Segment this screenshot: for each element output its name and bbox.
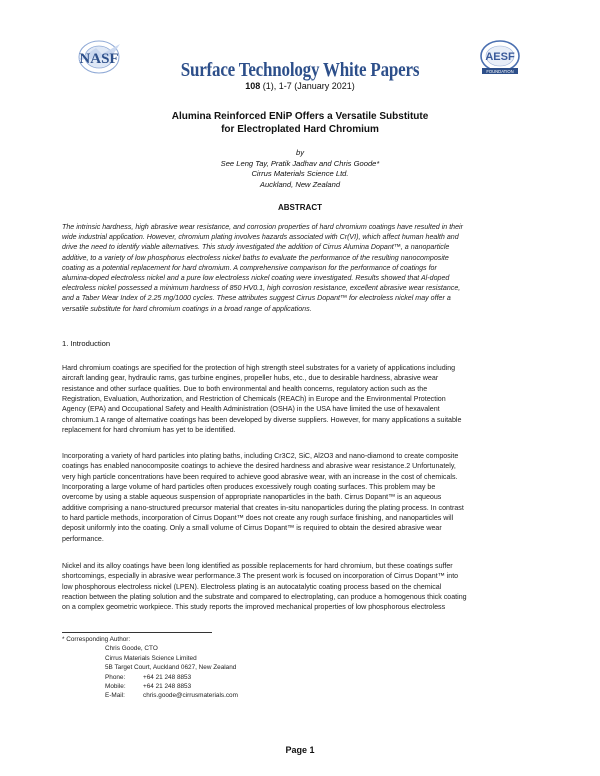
email-label: E-Mail: xyxy=(105,692,125,700)
text-line: replacement for hard chromium has yet to be identified. xyxy=(62,426,236,435)
abstract-body xyxy=(62,222,546,314)
text-line: performance. xyxy=(62,534,104,543)
mobile-label: Mobile: xyxy=(105,683,126,691)
abstract-line: coating as a potential replacement for hard chromium. A comprehensive comparison for the performance of coatings for xyxy=(62,263,437,272)
byline-by: by xyxy=(295,148,305,157)
location: Auckland, New Zealand xyxy=(259,179,341,189)
abstract-line: additive, to a variety of low phosphorus electroless nickel baths to evaluate the performance of the resulting nanocomposite xyxy=(62,253,449,262)
citation-details: (1), 1-7 (January 2021) xyxy=(260,81,355,91)
text-line: Hard chromium coatings are specified for the protection of high strength steel substrates for a variety of applications including xyxy=(62,364,456,372)
footnote-heading: * Corresponding Author: xyxy=(62,636,131,643)
footnote xyxy=(62,635,238,701)
text-line: Registration, Evaluation, Authorization, and Restriction of Chemicals (REACh) in Europe and the Environmental Protection xyxy=(62,395,446,404)
text-line: deposit uniformly into the coating. Only a small volume of Cirrus Dopant™ is required to obtain the desired abrasive wear xyxy=(62,524,442,533)
text-line: Agency (EPA) and Occupational Safety and Health Administration (OSHA) in the USA have limited the use of hexavalent xyxy=(62,405,440,414)
authors: See Leng Tay, Pratik Jadhav and Chris Goode* xyxy=(220,158,380,168)
svg-text:NASF: NASF xyxy=(79,51,119,67)
abstract-line: alumina-doped electroless nickel and a pure low electroless nickel coating were investigated. Results showed that Al-doped xyxy=(62,274,450,283)
page-number: Page 1 xyxy=(285,745,315,755)
text-line: chromium.1 A range of alternative coatings has been developed by diverse suppliers. However, for many applications a suitable xyxy=(62,415,462,424)
text-line: additive comprising a nano-structured precursor material that creates in-situ nanoparticles during the plating process. In contrast xyxy=(62,503,464,512)
introduction-heading: 1. Introduction xyxy=(62,339,111,348)
phone-label: Phone: xyxy=(105,673,126,681)
text-line: overcome by using a stable aqueous suspension of appropriate nanoparticles in the bath. Cirrus Dopant™ is an aqueous xyxy=(62,493,442,502)
footnote-divider xyxy=(62,632,212,633)
phone-row xyxy=(62,673,238,682)
paper-title xyxy=(0,110,600,136)
abstract-line: versatile substitute for hard chromium coatings in a broad range of applications. xyxy=(62,304,312,313)
text-line: Nickel and its alloy coatings have been long identified as possible replacements for hard chromium, but these coatings suffer xyxy=(62,562,453,570)
byline xyxy=(0,148,600,190)
citation-volume: 108 xyxy=(245,81,261,91)
abstract-line: electroless nickel possessed a minimum hardness of 850 HV0.1, high corrosion resistance, excellent abrasive wear resistance, xyxy=(62,284,461,293)
text-line: reaction between the plating solution and the substrate and compared to electroplating, can produce a homogenous thick coating xyxy=(62,593,467,602)
mobile-value: +64 21 248 8853 xyxy=(143,683,192,691)
abstract-line: drive the need to identify viable alternatives. This study investigated the addition of Cirrus Alumina Dopant™, a nanoparticle xyxy=(62,243,450,252)
paper-title-line-2: for Electroplated Hard Chromium xyxy=(221,124,379,135)
journal-title: Surface Technology White Papers xyxy=(180,58,420,81)
abstract-line: The intrinsic hardness, high abrasive wear resistance, and corrosion properties of hard chromium coatings have resulted in their xyxy=(62,223,463,231)
abstract-line: wide industrial application. However, chromium plating involves hazards associated with Cr(VI), which affect human health and xyxy=(62,233,459,242)
affiliation: Cirrus Materials Science Ltd. xyxy=(251,169,349,179)
text-line: aircraft landing gear, hydraulic rams, gas turbine engines, propeller hubs, etc., due to desirable hardness, abrasive wear xyxy=(62,374,439,383)
text-line: very high particle concentrations have been required to achieve good abrasive wear, with an increase in the cost of chemicals. xyxy=(62,472,458,481)
abstract-line: and a Taber Wear Index of 2.25 mg/1000 cycles. These attributes suggest Cirrus Dopant™ for electroless nickel may offer a xyxy=(62,294,451,303)
introduction-paragraph-1 xyxy=(62,363,548,435)
introduction-paragraph-2 xyxy=(62,451,548,544)
text-line: Incorporating a variety of hard particles into plating baths, including Cr3C2, SiC, Al2O3 and nano-diamond to create composite xyxy=(62,452,459,460)
citation xyxy=(0,81,600,91)
phone-value: +64 21 248 8853 xyxy=(143,673,192,681)
text-line: to hard particle methods, incorporation of Cirrus Dopant™ does not create any rough surface finishing, and nanoparticles will xyxy=(62,514,454,523)
text-line: resistance and other surface qualities. Due to both environmental and health concerns, regulatory action such as the xyxy=(62,384,428,393)
text-line: coatings has enabled nanocomposite coatings to achieve the desired hardness and abrasive wear resistance.2 Unfortunately, xyxy=(62,462,456,471)
abstract-heading: ABSTRACT xyxy=(278,203,322,212)
mobile-row xyxy=(62,682,238,691)
email-row xyxy=(62,691,238,700)
paper-title-line-1: Alumina Reinforced ENiP Offers a Versatile Substitute xyxy=(171,111,429,122)
author-address: 5B Target Court, Auckland 0627, New Zealand xyxy=(105,664,237,672)
text-line: on a complex geometric workpiece. This study reports the improved mechanical properties of low phosphorous electroless xyxy=(62,603,446,612)
text-line: shortcomings, especially in abrasive wear performance.3 The present work is focused on incorporation of Cirrus Dopant™ into xyxy=(62,572,459,581)
svg-text:AESF: AESF xyxy=(485,51,515,63)
text-line: Incorporating a large volume of hard particles often produces excessively rough coating surfaces. This problem may be xyxy=(62,483,436,492)
author-name: Chris Goode, CTO xyxy=(105,645,158,653)
text-line: low phosphorous electroless nickel (LPEN). Electroless plating is an autocatalytic coating process based on the chemical xyxy=(62,582,442,591)
email-value: chris.goode@cirrusmaterials.com xyxy=(143,692,238,700)
author-company: Cirrus Materials Science Limited xyxy=(105,654,197,662)
introduction-paragraph-3 xyxy=(62,561,548,613)
svg-text:FOUNDATION: FOUNDATION xyxy=(486,69,514,74)
